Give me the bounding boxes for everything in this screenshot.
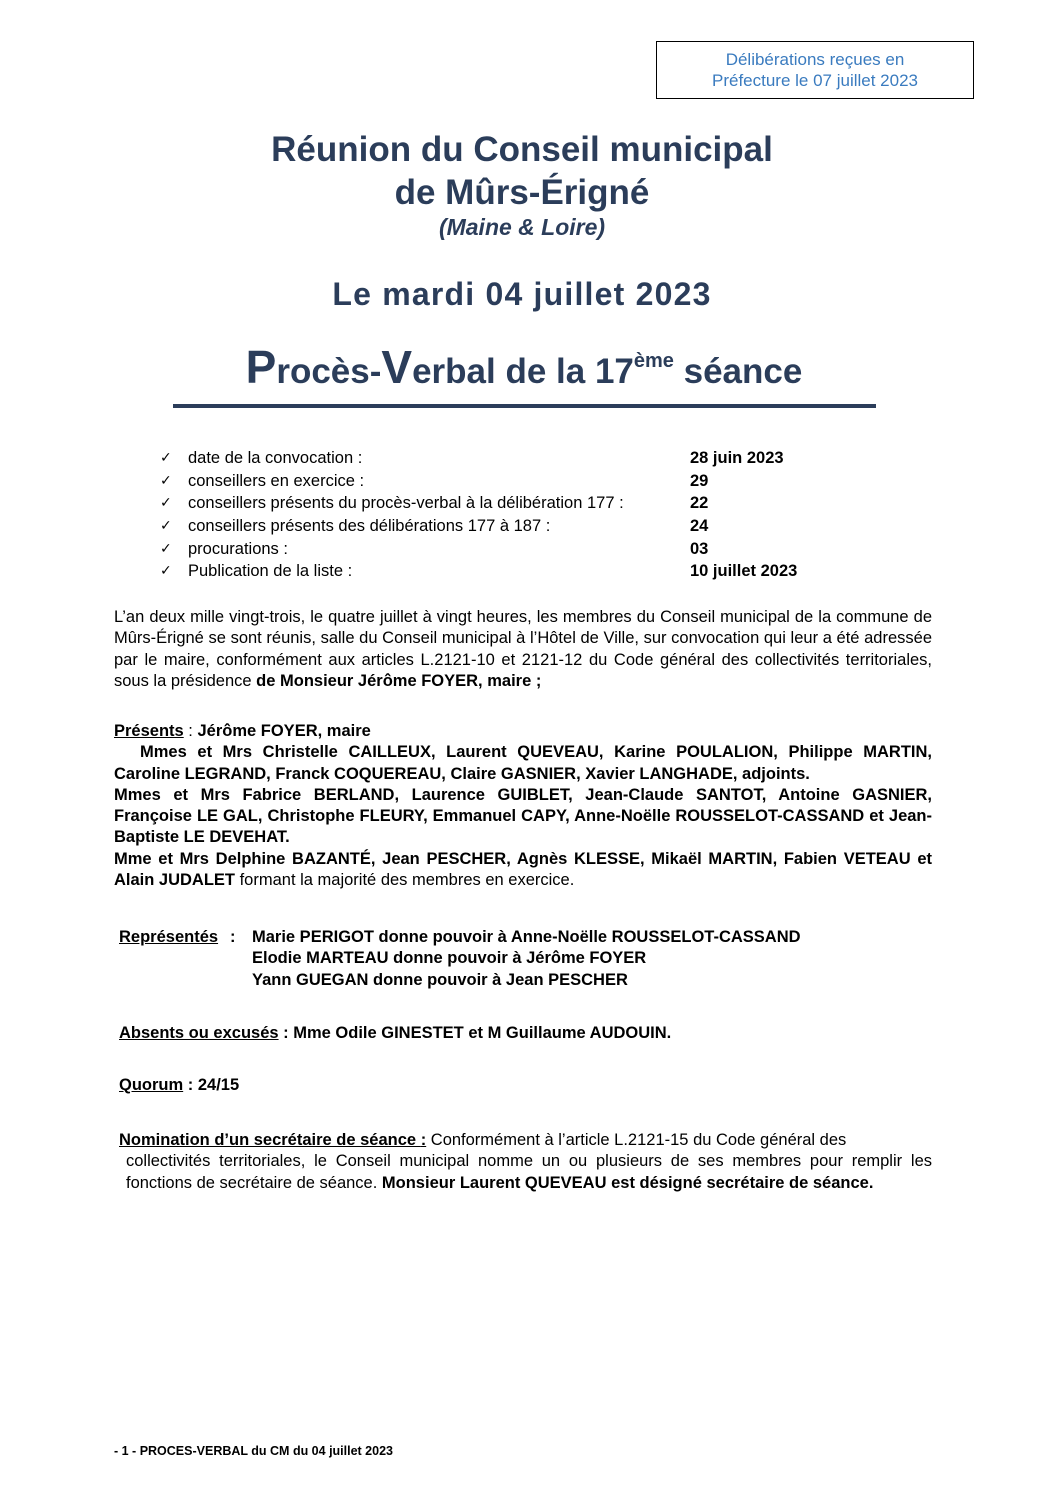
pv-text-1: rocès- [276,352,382,391]
info-value: 28 juin 2023 [690,449,784,467]
info-label: conseillers en exercice : [188,471,365,490]
proxy-item: Elodie MARTEAU donne pouvoir à Jérôme FOYER [252,949,647,968]
intro-paragraph [114,607,932,692]
represented-section [119,927,919,991]
check-icon: ✓ [160,563,172,580]
pv-text-3: séance [673,352,803,391]
attendees-councillors-1: Mmes et Mrs Fabrice BERLAND, Laurence GUIBLET, Jean-Claude SANTOT, Antoine GASNIER, Françoise LE GAL, Christophe FLEURY, Emmanuel CAPY, Anne-Noëlle ROUSSELOT-CASSAND et Jean-Baptiste LE DEVEHAT. [114,785,932,847]
info-row [160,538,860,561]
intro-president: de Monsieur Jérôme FOYER, maire ; [256,671,542,690]
quorum-line [119,1076,239,1095]
page-title-line-1: Réunion du Conseil municipal [271,130,773,169]
info-row [160,470,860,493]
represented-row [119,970,919,991]
represented-row [119,948,919,969]
info-row [160,560,860,583]
info-value: 29 [690,471,709,490]
quorum-value: : 24/15 [183,1076,240,1094]
stamp-line-1: Délibérations reçues en [725,50,905,69]
nomination-rest [119,1151,932,1194]
info-value: 10 juillet 2023 [690,562,798,581]
proxy-item: Marie PERIGOT donne pouvoir à Anne-Noëlle ROUSSELOT-CASSAND [252,928,801,946]
page-title-line-2: de Mûrs-Érigné [394,173,650,212]
nomination-label: Nomination d’un secrétaire de séance [119,1131,421,1149]
nomination-colon: : [420,1131,427,1149]
represented-colon: : [230,928,236,946]
stamp-line-2: Préfecture le 07 juillet 2023 [711,71,919,90]
nomination-first-line [119,1131,846,1149]
pv-initial-v: V [381,341,413,393]
absents-line [119,1024,671,1043]
absents-text: : Mme Odile GINESTET et M Guillaume AUDOUIN. [278,1024,672,1042]
prefecture-stamp [656,41,974,99]
minutes-heading [0,340,1048,394]
attendees-first-line [114,721,932,742]
attendees-separator: : [183,722,198,740]
intro-text: L’an deux mille vingt-trois, le quatre juillet à vingt heures, les membres du Conseil municipal de la commune de Mûrs-Érigné se sont réunis, salle du Conseil municipal à l’Hôtel de Ville, sur convocation qui leur a été adressée par le maire, conformément aux articles L.2121-10 et 2121-12 du Code général des collectivités territoriales, sous la présidence [114,608,932,690]
info-label: conseillers présents des délibérations 177 à 187 : [188,517,551,536]
attendees-councillors-2-names: Mme et Mrs Delphine BAZANTÉ, Jean PESCHER, Agnès KLESSE, Mikaël MARTIN, Fabien VETEAU et Alain JUDALET [114,849,932,890]
info-value: 22 [690,494,709,513]
info-label: date de la convocation : [188,449,363,467]
heading-divider [173,404,876,408]
pv-initial-p: P [245,341,277,393]
info-label: Publication de la liste : [188,562,353,581]
proxy-item: Yann GUEGAN donne pouvoir à Jean PESCHER [252,970,628,989]
represented-row [119,927,919,948]
attendees-majority-note: formant la majorité des membres en exercice. [235,871,575,890]
check-icon: ✓ [160,472,172,489]
info-row [160,492,860,515]
represented-label: Représentés [119,928,219,946]
check-icon: ✓ [160,450,172,466]
nomination-secretary: Monsieur Laurent QUEVEAU est désigné secrétaire de séance. [381,1173,874,1192]
info-label: procurations : [188,539,288,558]
meeting-date: Le mardi 04 juillet 2023 [332,276,712,312]
info-label: conseillers présents du procès-verbal à la délibération 177 : [188,494,624,513]
nomination-text-2: collectivités territoriales, le Conseil municipal nomme un ou plusieurs de ses membres pour remplir les fonctions de secrétaire de séance. [126,1152,932,1192]
secretary-nomination [119,1130,932,1194]
check-icon: ✓ [160,495,172,512]
attendees-deputies: Mmes et Mrs Christelle CAILLEUX, Laurent QUEVEAU, Karine POULALION, Philippe MARTIN, Caroline LEGRAND, Franck COQUEREAU, Claire GASNIER, Xavier LANGHADE, adjoints. [114,743,932,783]
attendees-mayor: Jérôme FOYER, maire [197,722,371,740]
info-value: 03 [690,539,709,558]
pv-text-2: erbal de la 17 [412,352,634,391]
info-row [160,515,860,538]
quorum-label: Quorum [119,1076,184,1094]
info-value: 24 [690,517,709,536]
info-row [160,447,860,470]
nomination-text-1: Conformément à l’article L.2121-15 du Code général des [426,1131,847,1149]
page-footer: - 1 - PROCES-VERBAL du CM du 04 juillet 2023 [114,1444,393,1458]
session-info-list [160,447,860,583]
page-subtitle: (Maine & Loire) [438,214,606,240]
attendees-section [114,721,932,891]
check-icon: ✓ [160,540,172,557]
check-icon: ✓ [160,518,172,535]
absents-label: Absents ou excusés [119,1024,279,1042]
attendees-label: Présents [114,722,184,740]
pv-superscript: ème [633,350,674,372]
attendees-councillors-2 [114,849,932,892]
